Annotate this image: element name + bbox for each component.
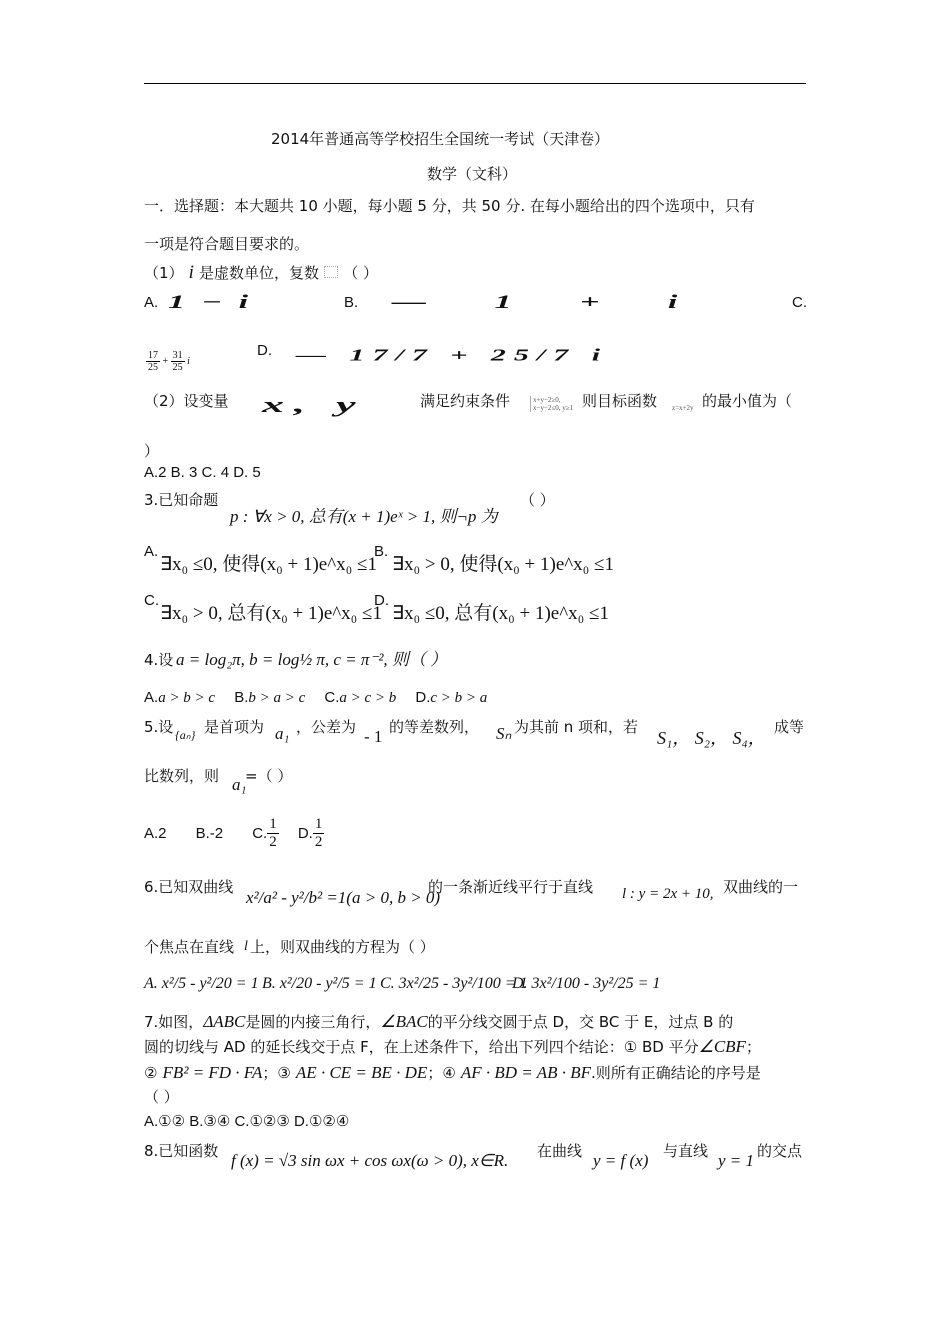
q4-expression: a = log₂π, b = log½ π, c = π⁻², 则（ ） (176, 650, 448, 669)
q5-sequence: {aₙ} (175, 728, 196, 742)
q2-text3: 的最小值为（ (702, 392, 793, 410)
q2-number: （2）设变量 (144, 392, 229, 410)
q3-option-d: ∃x₀ ≤0, 总有(x₀ + 1)e^x₀ ≤1 (392, 603, 609, 624)
section-instructions-line1: 一．选择题：本大题共 10 小题，每小题 5 分，共 50 分. 在每小题给出的四个选项中，只有 (144, 197, 755, 215)
q7-line4: （ ） (144, 1088, 179, 1106)
q8-text3: 的交点 (757, 1142, 803, 1160)
q7-triangle: ΔABC (203, 1012, 246, 1031)
q6-text2: 双曲线的一 (723, 878, 799, 896)
header-rule (144, 83, 806, 84)
q5-line2: 比数列，则 (144, 767, 220, 785)
q7-line1: 7.如图，ΔABC是圆的内接三角行，∠BAC的平分线交圆于点 D，交 BC 于 E，过点 B 的 (144, 1012, 734, 1031)
q5-option-d: $\frac{1}{2}$ (314, 816, 323, 850)
q1-number: （1） (144, 264, 184, 282)
q3-option-a-label: A. (144, 543, 159, 560)
q5-text3: 的等差数列， (389, 718, 480, 736)
q8-function: f (x) = √3 sin ωx + cos ωx(ω > 0), x∈R. (231, 1151, 509, 1170)
q6-option-c: C. 3x²/25 - 3y²/100 = 1 (380, 975, 528, 992)
q4-option-b: b > a > c (248, 690, 306, 706)
q3-stem: 3.已知命题 (144, 491, 219, 509)
q7-angle-cbf: ∠CBF (698, 1037, 746, 1056)
q5-stem: 5.设 (144, 718, 174, 736)
q1-text: 是虚数单位，复数 (199, 264, 320, 282)
q1-option-c-label: C. (792, 294, 807, 311)
exam-subtitle: 数学（文科） (427, 165, 518, 183)
q5-sums: S₁， S₂， S₄， (657, 728, 766, 748)
q5-a1: a₁ (275, 724, 290, 743)
q5-text4: 为其前 n 项和，若 (514, 718, 639, 736)
q7-options: A.①② B.③④ C.①②③ D.①②④ (144, 1113, 350, 1130)
q7-angle-bac: ∠BAC (380, 1012, 428, 1031)
q4-stem: 4.设 (144, 651, 174, 669)
q1-option-a: 1 − i (168, 292, 253, 313)
q7-conclusion-3: AE · CE = BE · DE (295, 1063, 428, 1082)
q3-option-c: ∃x₀ > 0, 总有(x₀ + 1)e^x₀ ≤1 (160, 603, 382, 624)
q1-option-a-label: A. (144, 294, 159, 311)
q7-conclusion-4: AF · BD = AB · BF (460, 1063, 592, 1082)
q2-variables: x, y (262, 392, 366, 417)
q6-text1: 的一条渐近线平行于直线 (428, 878, 594, 896)
q4-option-c: a > c > b (339, 690, 397, 706)
q5-option-a: A.2 (144, 825, 167, 842)
q3-option-b-label: B. (374, 543, 389, 560)
q6-option-d: D. 3x²/100 - 3y²/25 = 1 (512, 975, 661, 992)
q4-options: A.a > b > c B.b > a > c C.a > c > b D.c > b > a (144, 689, 488, 706)
q1-formula-placeholder (324, 266, 338, 278)
q1-option-b-label: B. (344, 294, 359, 311)
q1-c-frac2: $\frac{31}{25}$ (172, 350, 183, 373)
q3-option-c-label: C. (144, 592, 159, 609)
q8-text2: 与直线 (663, 1142, 709, 1160)
q6-line2-end: 上，则双曲线的方程为（ ） (250, 938, 435, 956)
question-1-stem (144, 262, 378, 284)
q6-hyperbola: x²/a² - y²/b² =1(a > 0, b > 0) (246, 888, 441, 907)
q5-difference: - 1 (364, 727, 383, 746)
q6-line2: 个焦点在直线 (144, 938, 235, 956)
q3-end: （ ） (520, 491, 555, 509)
q6-option-b: B. x²/20 - y²/5 = 1 (262, 975, 377, 992)
q1-end: （ ） (343, 264, 378, 282)
q3-proposition: p : ∀x > 0, 总有(x + 1)eˣ > 1, 则¬p 为 (230, 507, 498, 526)
q8-line: y = 1 (718, 1151, 755, 1170)
q5-line2-end: =（ ） (245, 767, 293, 785)
q1-option-c: $\frac{17}{25}$ + $\frac{31}{25}$ i (148, 350, 190, 373)
q2-objective: z=x+2y (672, 404, 694, 412)
q1-c-frac1: $\frac{17}{25}$ (148, 350, 158, 373)
q5-sn: Sₙ (496, 724, 512, 743)
q6-line2-l: l (244, 939, 248, 954)
q2-text1: 满足约束条件 (420, 392, 511, 410)
q2-constraints: x+y−2≥0, x−y−2≤0, y≥1 (530, 396, 583, 412)
q2-text2: 则目标函数 (582, 392, 658, 410)
q4-option-d: c > b > a (430, 690, 488, 706)
q3-option-b: ∃x₀ > 0, 使得(x₀ + 1)e^x₀ ≤1 (392, 554, 614, 575)
q2-options: A.2 B. 3 C. 4 D. 5 (144, 464, 261, 481)
q1-option-d: — 17/7 + 25/7 i (296, 346, 609, 365)
q3-option-a: ∃x₀ ≤0, 使得(x₀ + 1)e^x₀ ≤1 (160, 554, 377, 575)
q1-option-b: — 1 + i (392, 292, 708, 313)
q7-line2: 圆的切线与 AD 的延长线交于点 F，在上述条件下，给出下列四个结论：① BD 平分∠CBF； (144, 1037, 761, 1056)
q8-curve: y = f (x) (593, 1151, 649, 1170)
q8-text1: 在曲线 (537, 1142, 583, 1160)
q5-text5: 成等 (774, 718, 805, 736)
q5-options: A.2 B.-2 C. $\frac{1}{2}$ D. $\frac{1}{2}$ (144, 816, 323, 850)
q5-text1: 是首项为 (204, 718, 265, 736)
q5-option-b: B.-2 (195, 825, 224, 842)
q4-option-a: a > b > c (158, 690, 216, 706)
q5-text2: ，公差为 (296, 718, 357, 736)
q5-option-c: $\frac{1}{2}$ (269, 816, 277, 850)
q1-imag-unit: i (188, 262, 194, 283)
q6-line: l : y = 2x + 10, (622, 886, 714, 902)
exam-title: 2014年普通高等学校招生全国统一考试（天津卷） (271, 130, 610, 148)
q1-option-d-label: D. (257, 342, 272, 359)
q7-line3: ② FB² = FD · FA；③ AE · CE = BE · DE；④ AF · BD = AB · BF.则所有正确结论的序号是 (144, 1063, 761, 1082)
q5-line2-a1: a₁ (232, 775, 247, 794)
q7-conclusion-2: FB² = FD · FA (162, 1063, 263, 1082)
section-instructions-line2: 一项是符合题目要求的。 (144, 235, 310, 253)
q2-close: ） (144, 442, 160, 460)
q3-option-d-label: D. (374, 592, 389, 609)
q8-stem: 8.已知函数 (144, 1142, 219, 1160)
q6-option-a: A. x²/5 - y²/20 = 1 (144, 975, 259, 992)
q6-stem: 6.已知双曲线 (144, 878, 234, 896)
